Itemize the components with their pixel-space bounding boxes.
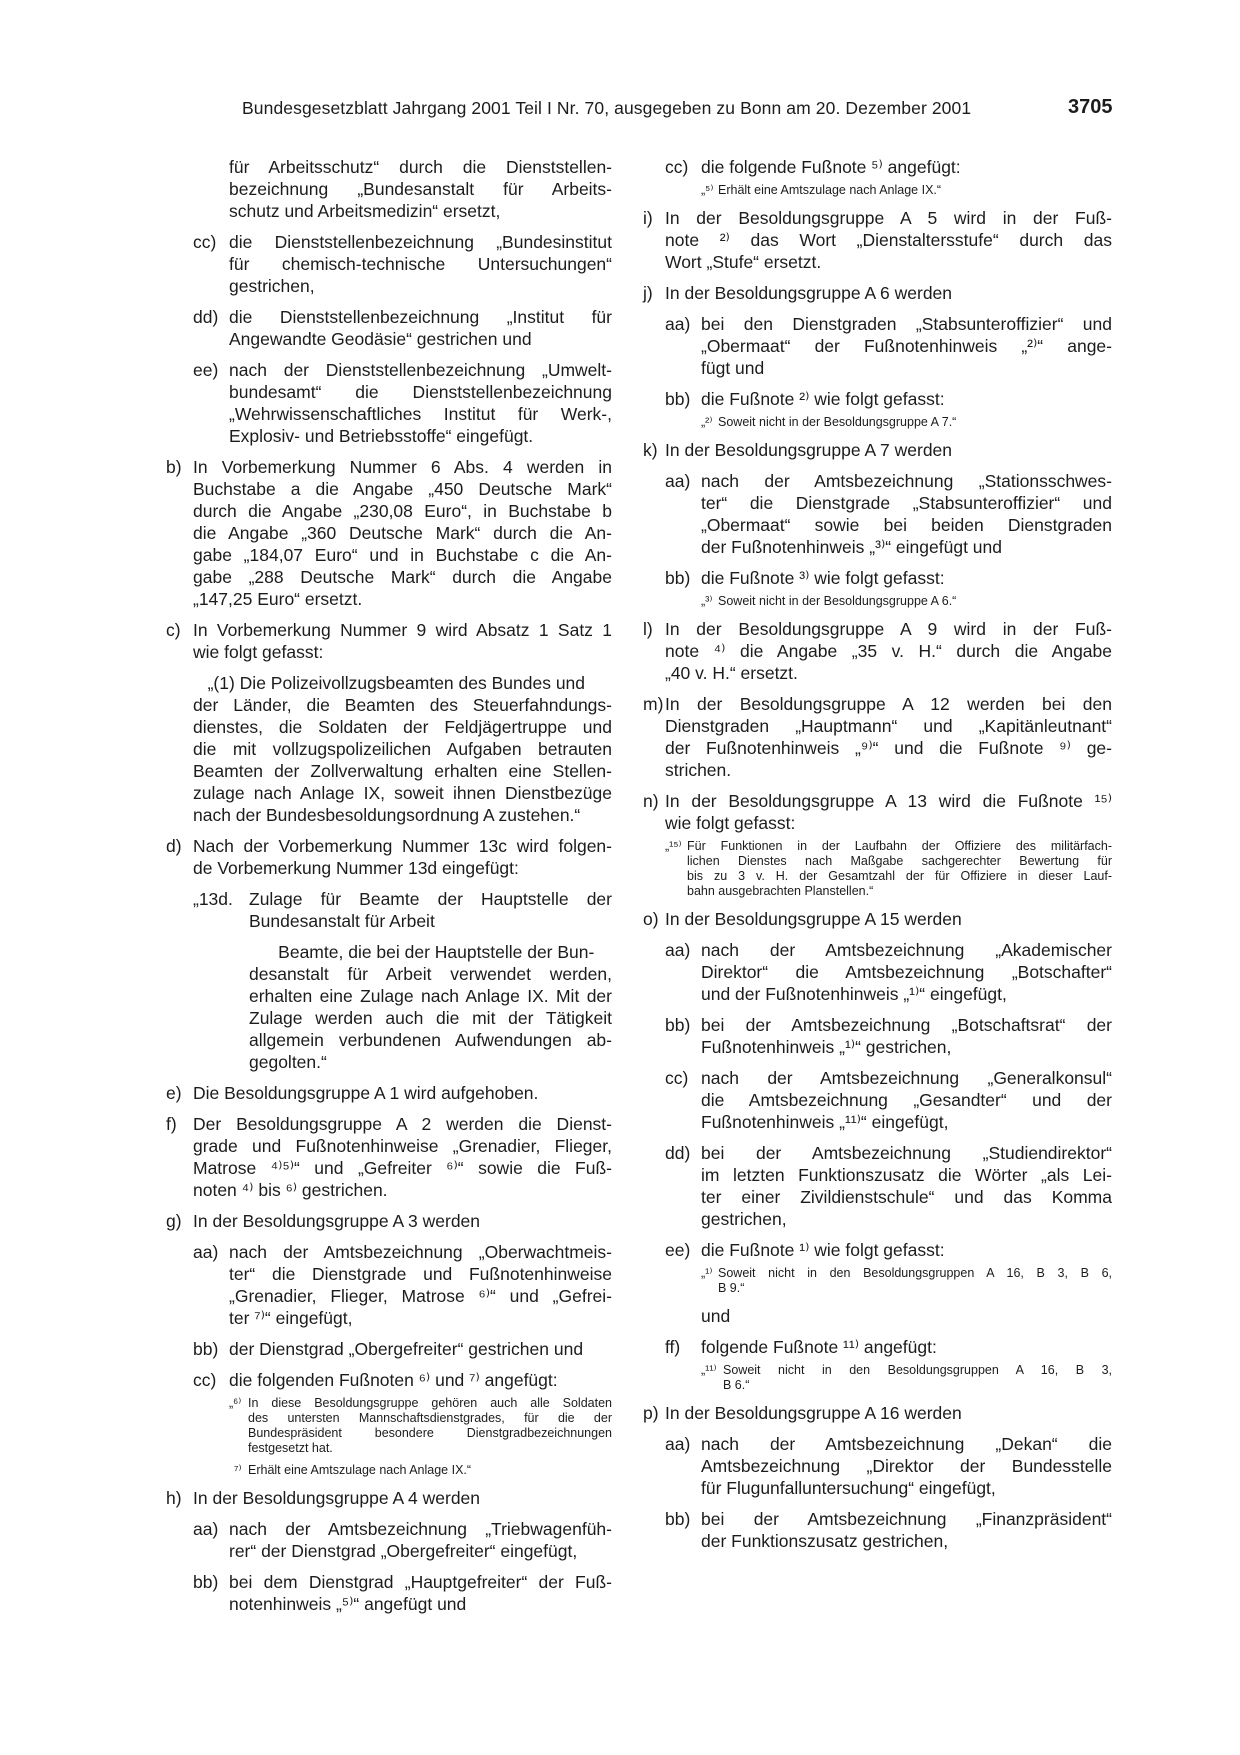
- text-line: ter einer Zivildienstschule“ und das Komma: [701, 1187, 1112, 1207]
- text-line: Matrose ⁴⁾⁵⁾“ und „Gefreiter ⁶⁾“ sowie die Fuß-: [193, 1158, 612, 1178]
- text-line: bundesamt“ die Dienststellenbezeichnung: [229, 382, 612, 402]
- text-line: Fußnotenhinweis „¹⁾“ gestrichen,: [701, 1037, 952, 1057]
- text-line: ter“ die Dienstgrade und Fußnotenhinweise: [229, 1264, 612, 1284]
- right-column: [643, 156, 1112, 1552]
- text-block: [643, 439, 1112, 461]
- text-line: erhalten eine Zulage nach Anlage IX. Mit der: [249, 986, 612, 1006]
- item-marker: aa): [193, 1519, 219, 1539]
- text-line: nach der Dienststellenbezeichnung „Umwelt-: [229, 360, 612, 380]
- text-line: nach der Amtsbezeichnung „Oberwachtmeis-: [229, 1242, 612, 1262]
- text-line: die Fußnote ³⁾ wie folgt gefasst:: [701, 568, 945, 588]
- item-marker: bb): [665, 1509, 691, 1529]
- item-marker: cc): [665, 157, 689, 177]
- item-marker: „⁶⁾: [229, 1396, 242, 1410]
- footnote-block: [166, 1463, 612, 1478]
- text-line: die folgenden Fußnoten ⁶⁾ und ⁷⁾ angefügt:: [229, 1370, 558, 1390]
- text-line: im letzten Funktionszusatz die Wörter „als Lei-: [701, 1165, 1112, 1185]
- text-line: zulage nach Anlage IX, soweit ihnen Dienstbezüge: [193, 783, 612, 803]
- text-line: Erhält eine Amtszulage nach Anlage IX.“: [718, 183, 942, 197]
- text-line: grade und Fußnotenhinweise „Grenadier, Flieger,: [193, 1136, 612, 1156]
- text-line: die Dienststellenbezeichnung „Bundesinstitut: [229, 232, 612, 252]
- text-line: ter“ die Dienstgrade „Stabsunteroffizier“ und: [701, 493, 1112, 513]
- item-marker: bb): [665, 389, 691, 409]
- text-line: dienstes, die Soldaten der Feldjägertruppe und: [193, 717, 612, 737]
- text-block: [665, 1433, 1112, 1499]
- item-marker: „¹⁵⁾: [665, 839, 682, 853]
- text-block: [166, 619, 612, 663]
- footnote-block: [665, 594, 1112, 609]
- item-marker: ee): [665, 1240, 691, 1260]
- text-line: Bundespräsident besondere Dienstgradbezeichnungen: [248, 1426, 612, 1440]
- text-line: „Wehrwissenschaftliches Institut für Werk-,: [229, 404, 612, 424]
- text-line: gestrichen,: [701, 1209, 787, 1229]
- text-block: [166, 1082, 612, 1104]
- text-line: wie folgt gefasst:: [665, 813, 796, 833]
- item-marker: o): [643, 909, 659, 929]
- item-marker: bb): [665, 1015, 691, 1035]
- item-marker: aa): [665, 471, 691, 491]
- item-marker: ⁷⁾: [234, 1463, 242, 1477]
- item-marker: „¹¹⁾: [701, 1363, 717, 1377]
- item-marker: j): [643, 283, 653, 303]
- item-marker: „¹⁾: [701, 1266, 713, 1280]
- item-marker: k): [643, 440, 658, 460]
- item-marker: cc): [193, 232, 217, 252]
- text-line: In der Besoldungsgruppe A 3 werden: [193, 1211, 481, 1231]
- text-line: Beamten der Zollverwaltung erhalten eine Stellen-: [193, 761, 612, 781]
- text-line: gegolten.“: [249, 1052, 327, 1072]
- item-marker: m): [643, 694, 664, 714]
- text-line: schutz und Arbeitsmedizin“ ersetzt,: [229, 201, 501, 221]
- text-block: [665, 1508, 1112, 1552]
- footnote-block: [665, 1266, 1112, 1296]
- page-number: 3705: [1068, 96, 1113, 118]
- text-block: [643, 618, 1112, 684]
- text-line: In der Besoldungsgruppe A 4 werden: [193, 1488, 481, 1508]
- text-line: lichen Dienstes nach Maßgabe sachgerechter Bewertung für: [687, 854, 1112, 868]
- text-line: B 6.“: [723, 1378, 750, 1392]
- text-line: Wort „Stufe“ ersetzt.: [665, 252, 822, 272]
- text-block: [166, 231, 612, 297]
- footnote-block: [166, 1396, 612, 1456]
- text-line: gestrichen,: [229, 276, 315, 296]
- footnote-block: [665, 415, 1112, 430]
- running-header: Bundesgesetzblatt Jahrgang 2001 Teil I Nr. 70, ausgegeben zu Bonn am 20. Dezember 2001: [242, 98, 972, 118]
- item-marker: l): [643, 619, 653, 639]
- text-block: [166, 1241, 612, 1329]
- text-line: fügt und: [701, 358, 765, 378]
- text-line: Direktor“ die Amtsbezeichnung „Botschafter“: [701, 962, 1112, 982]
- item-marker: c): [166, 620, 181, 640]
- item-marker: aa): [665, 1434, 691, 1454]
- item-marker: ff): [665, 1337, 681, 1357]
- text-block: [166, 1113, 612, 1201]
- text-line: die mit vollzugspolizeilichen Aufgaben betrauten: [193, 739, 612, 759]
- item-marker: cc): [665, 1068, 689, 1088]
- text-line: die Amtsbezeichnung „Gesandter“ und der: [701, 1090, 1112, 1110]
- text-line: folgende Fußnote ¹¹⁾ angefügt:: [701, 1337, 937, 1357]
- text-line: Bundesanstalt für Arbeit: [249, 911, 435, 931]
- text-block: [665, 470, 1112, 558]
- text-block: [166, 456, 612, 610]
- text-line: nach der Amtsbezeichnung „Triebwagenfüh-: [229, 1519, 612, 1539]
- text-line: Die Besoldungsgruppe A 1 wird aufgehoben.: [193, 1083, 539, 1103]
- text-line: strichen.: [665, 760, 732, 780]
- item-marker: d): [166, 836, 182, 856]
- item-marker: aa): [193, 1242, 219, 1262]
- text-line: allgemein verbundenen Aufwendungen ab-: [249, 1030, 612, 1050]
- text-line: bei dem Dienstgrad „Hauptgefreiter“ der Fuß-: [229, 1572, 612, 1592]
- text-line: Nach der Vorbemerkung Nummer 13c wird folgen-: [193, 836, 612, 856]
- text-line: Fußnotenhinweis „¹¹⁾“ eingefügt,: [701, 1112, 949, 1132]
- text-block: [166, 1571, 612, 1615]
- text-line: die Dienststellenbezeichnung „Institut für: [229, 307, 612, 327]
- text-line: für Flugunfalluntersuchung“ eingefügt,: [701, 1478, 996, 1498]
- text-block: [665, 939, 1112, 1005]
- text-line: „Obermaat“ der Fußnotenhinweis „²⁾“ ange-: [701, 336, 1112, 356]
- text-line: noten ⁴⁾ bis ⁶⁾ gestrichen.: [193, 1180, 388, 1200]
- text-line: rer“ der Dienstgrad „Obergefreiter“ eingefügt,: [229, 1541, 578, 1561]
- item-marker: g): [166, 1211, 182, 1231]
- item-marker: „⁵⁾: [701, 183, 714, 197]
- text-line: Zulage werden auch die mit der Tätigkeit: [249, 1008, 612, 1028]
- text-line: desanstalt für Arbeit verwendet werden,: [249, 964, 612, 984]
- text-line: für chemisch-technische Untersuchungen“: [229, 254, 612, 274]
- item-marker: f): [166, 1114, 177, 1134]
- text-line: der Länder, die Beamten des Steuerfahndungs-: [193, 695, 612, 715]
- text-line: „40 v. H.“ ersetzt.: [665, 663, 798, 683]
- item-marker: aa): [665, 314, 691, 334]
- text-line: In diese Besoldungsgruppe gehören auch alle Soldaten: [248, 1396, 612, 1410]
- text-line: In der Besoldungsgruppe A 6 werden: [665, 283, 953, 303]
- text-block: [166, 1487, 612, 1509]
- text-block: [166, 888, 612, 932]
- text-line: nach der Bundesbesoldungsordnung A zustehen.“: [193, 805, 581, 825]
- text-line: Soweit nicht in den Besoldungsgruppen A 16, B 3,: [723, 1363, 1112, 1377]
- text-block: [665, 1014, 1112, 1058]
- text-block: [166, 1338, 612, 1360]
- text-line: die Angabe „360 Deutsche Mark“ durch die An-: [193, 523, 612, 543]
- item-marker: dd): [193, 307, 219, 327]
- item-marker: i): [643, 208, 653, 228]
- text-line: In der Besoldungsgruppe A 12 werden bei den: [665, 694, 1112, 714]
- text-line: gabe „288 Deutsche Mark“ durch die Angabe: [193, 567, 612, 587]
- item-marker: e): [166, 1083, 182, 1103]
- text-line: die folgende Fußnote ⁵⁾ angefügt:: [701, 157, 961, 177]
- item-marker: „²⁾: [701, 415, 713, 429]
- text-line: Explosiv- und Betriebsstoffe“ eingefügt.: [229, 426, 534, 446]
- text-line: bei der Amtsbezeichnung „Studiendirektor“: [701, 1143, 1112, 1163]
- item-marker: n): [643, 791, 659, 811]
- text-block: [665, 567, 1112, 589]
- text-line: und: [701, 1306, 731, 1326]
- text-line: Soweit nicht in der Besoldungsgruppe A 7.“: [718, 415, 957, 429]
- text-line: nach der Amtsbezeichnung „Dekan“ die: [701, 1434, 1112, 1454]
- item-marker: aa): [665, 940, 691, 960]
- text-block: [166, 941, 612, 1073]
- text-line: In Vorbemerkung Nummer 9 wird Absatz 1 Satz 1: [193, 620, 612, 640]
- text-line: bahn ausgebrachten Planstellen.“: [687, 884, 874, 898]
- text-line: wie folgt gefasst:: [193, 642, 324, 662]
- text-line: In der Besoldungsgruppe A 16 werden: [665, 1403, 962, 1423]
- text-line: B 9.“: [718, 1281, 745, 1295]
- text-line: die Fußnote ¹⁾ wie folgt gefasst:: [701, 1240, 945, 1260]
- text-block: [166, 359, 612, 447]
- text-line: Soweit nicht in der Besoldungsgruppe A 6.“: [718, 594, 957, 608]
- item-marker: h): [166, 1488, 182, 1508]
- text-line: bei den Dienstgraden „Stabsunteroffizier“ und: [701, 314, 1112, 334]
- text-line: „147,25 Euro“ ersetzt.: [193, 589, 363, 609]
- text-block: [643, 790, 1112, 834]
- item-marker: ee): [193, 360, 219, 380]
- text-line: note ⁴⁾ die Angabe „35 v. H.“ durch die Angabe: [665, 641, 1112, 661]
- text-line: „(1) Die Polizeivollzugsbeamten des Bundes und: [193, 673, 586, 693]
- text-block: [665, 313, 1112, 379]
- item-marker: b): [166, 457, 182, 477]
- text-block: [166, 835, 612, 879]
- text-block: [665, 388, 1112, 410]
- text-line: der Fußnotenhinweis „³⁾“ eingefügt und: [701, 537, 1002, 557]
- text-line: Dienstgraden „Hauptmann“ und „Kapitänleutnant“: [665, 716, 1112, 736]
- text-line: bei der Amtsbezeichnung „Botschaftsrat“ der: [701, 1015, 1112, 1035]
- text-block: [665, 1067, 1112, 1133]
- text-line: Buchstabe a die Angabe „450 Deutsche Mark“: [193, 479, 612, 499]
- item-marker: bb): [665, 568, 691, 588]
- text-block: [643, 693, 1112, 781]
- text-line: gabe „184,07 Euro“ und in Buchstabe c die An-: [193, 545, 612, 565]
- text-line: bei der Amtsbezeichnung „Finanzpräsident“: [701, 1509, 1112, 1529]
- text-line: der Fußnotenhinweis „⁹⁾“ und die Fußnote ⁹⁾ ge-: [665, 738, 1112, 758]
- text-line: Beamte, die bei der Hauptstelle der Bun-: [249, 942, 595, 962]
- text-line: „Grenadier, Flieger, Matrose ⁶⁾“ und „Gefrei-: [229, 1286, 612, 1306]
- text-line: In der Besoldungsgruppe A 9 wird in der Fuß-: [665, 619, 1112, 639]
- text-line: Der Besoldungsgruppe A 2 werden die Dienst-: [193, 1114, 612, 1134]
- text-line: Für Funktionen in der Laufbahn der Offiziere des militärfach-: [687, 839, 1112, 853]
- text-block: [643, 908, 1112, 930]
- text-line: In der Besoldungsgruppe A 13 wird die Fußnote ¹⁵⁾: [665, 791, 1112, 811]
- text-block: [643, 1402, 1112, 1424]
- text-line: der Funktionszusatz gestrichen,: [701, 1531, 949, 1551]
- text-block: [665, 1142, 1112, 1230]
- item-marker: dd): [665, 1143, 691, 1163]
- text-block: [166, 672, 612, 826]
- text-block: [166, 1518, 612, 1562]
- item-marker: bb): [193, 1572, 219, 1592]
- text-line: und der Fußnotenhinweis „¹⁾“ eingefügt,: [701, 984, 1007, 1004]
- item-marker: bb): [193, 1339, 219, 1359]
- text-line: des untersten Mannschaftsdienstgrades, für die der: [248, 1411, 612, 1425]
- footnote-block: [665, 183, 1112, 198]
- text-line: Soweit nicht in den Besoldungsgruppen A 16, B 3, B 6,: [718, 1266, 1112, 1280]
- footnote-block: [665, 839, 1112, 899]
- text-line: In der Besoldungsgruppe A 15 werden: [665, 909, 962, 929]
- text-line: für Arbeitsschutz“ durch die Dienststellen-: [229, 157, 612, 177]
- left-column: [166, 156, 612, 1615]
- item-marker: cc): [193, 1370, 217, 1390]
- text-line: Amtsbezeichnung „Direktor der Bundesstelle: [701, 1456, 1112, 1476]
- text-block: [166, 156, 612, 222]
- text-block: [166, 1210, 612, 1232]
- text-line: „Obermaat“ sowie bei beiden Dienstgraden: [701, 515, 1112, 535]
- text-line: die Fußnote ²⁾ wie folgt gefasst:: [701, 389, 945, 409]
- text-block: [665, 1305, 1112, 1327]
- text-block: [643, 282, 1112, 304]
- text-block: [665, 1239, 1112, 1261]
- text-line: der Dienstgrad „Obergefreiter“ gestrichen und: [229, 1339, 584, 1359]
- text-line: ter ⁷⁾“ eingefügt,: [229, 1308, 353, 1328]
- item-marker: p): [643, 1403, 659, 1423]
- text-block: [166, 1369, 612, 1391]
- text-line: Angewandte Geodäsie“ gestrichen und: [229, 329, 532, 349]
- text-line: In der Besoldungsgruppe A 5 wird in der Fuß-: [665, 208, 1112, 228]
- text-line: nach der Amtsbezeichnung „Stationsschwes-: [701, 471, 1112, 491]
- text-line: note ²⁾ das Wort „Dienstaltersstufe“ durch das: [665, 230, 1112, 250]
- text-line: bezeichnung „Bundesanstalt für Arbeits-: [229, 179, 612, 199]
- text-line: de Vorbemerkung Nummer 13d eingefügt:: [193, 858, 519, 878]
- text-block: [643, 207, 1112, 273]
- text-line: bis zu 3 v. H. der Gesamtzahl der für Offiziere in dieser Lauf-: [687, 869, 1112, 883]
- text-line: durch die Angabe „230,08 Euro“, in Buchstabe b: [193, 501, 612, 521]
- text-line: nach der Amtsbezeichnung „Generalkonsul“: [701, 1068, 1112, 1088]
- item-marker: „³⁾: [701, 594, 713, 608]
- text-line: Zulage für Beamte der Hauptstelle der: [249, 889, 612, 909]
- text-block: [665, 1336, 1112, 1358]
- text-block: [665, 156, 1112, 178]
- text-line: In der Besoldungsgruppe A 7 werden: [665, 440, 953, 460]
- text-line: In Vorbemerkung Nummer 6 Abs. 4 werden in: [193, 457, 612, 477]
- text-line: nach der Amtsbezeichnung „Akademischer: [701, 940, 1112, 960]
- item-marker: „13d.: [193, 889, 233, 909]
- text-line: festgesetzt hat.: [248, 1441, 333, 1455]
- text-block: [166, 306, 612, 350]
- text-line: notenhinweis „⁵⁾“ angefügt und: [229, 1594, 467, 1614]
- text-line: Erhält eine Amtszulage nach Anlage IX.“: [248, 1463, 472, 1477]
- footnote-block: [665, 1363, 1112, 1393]
